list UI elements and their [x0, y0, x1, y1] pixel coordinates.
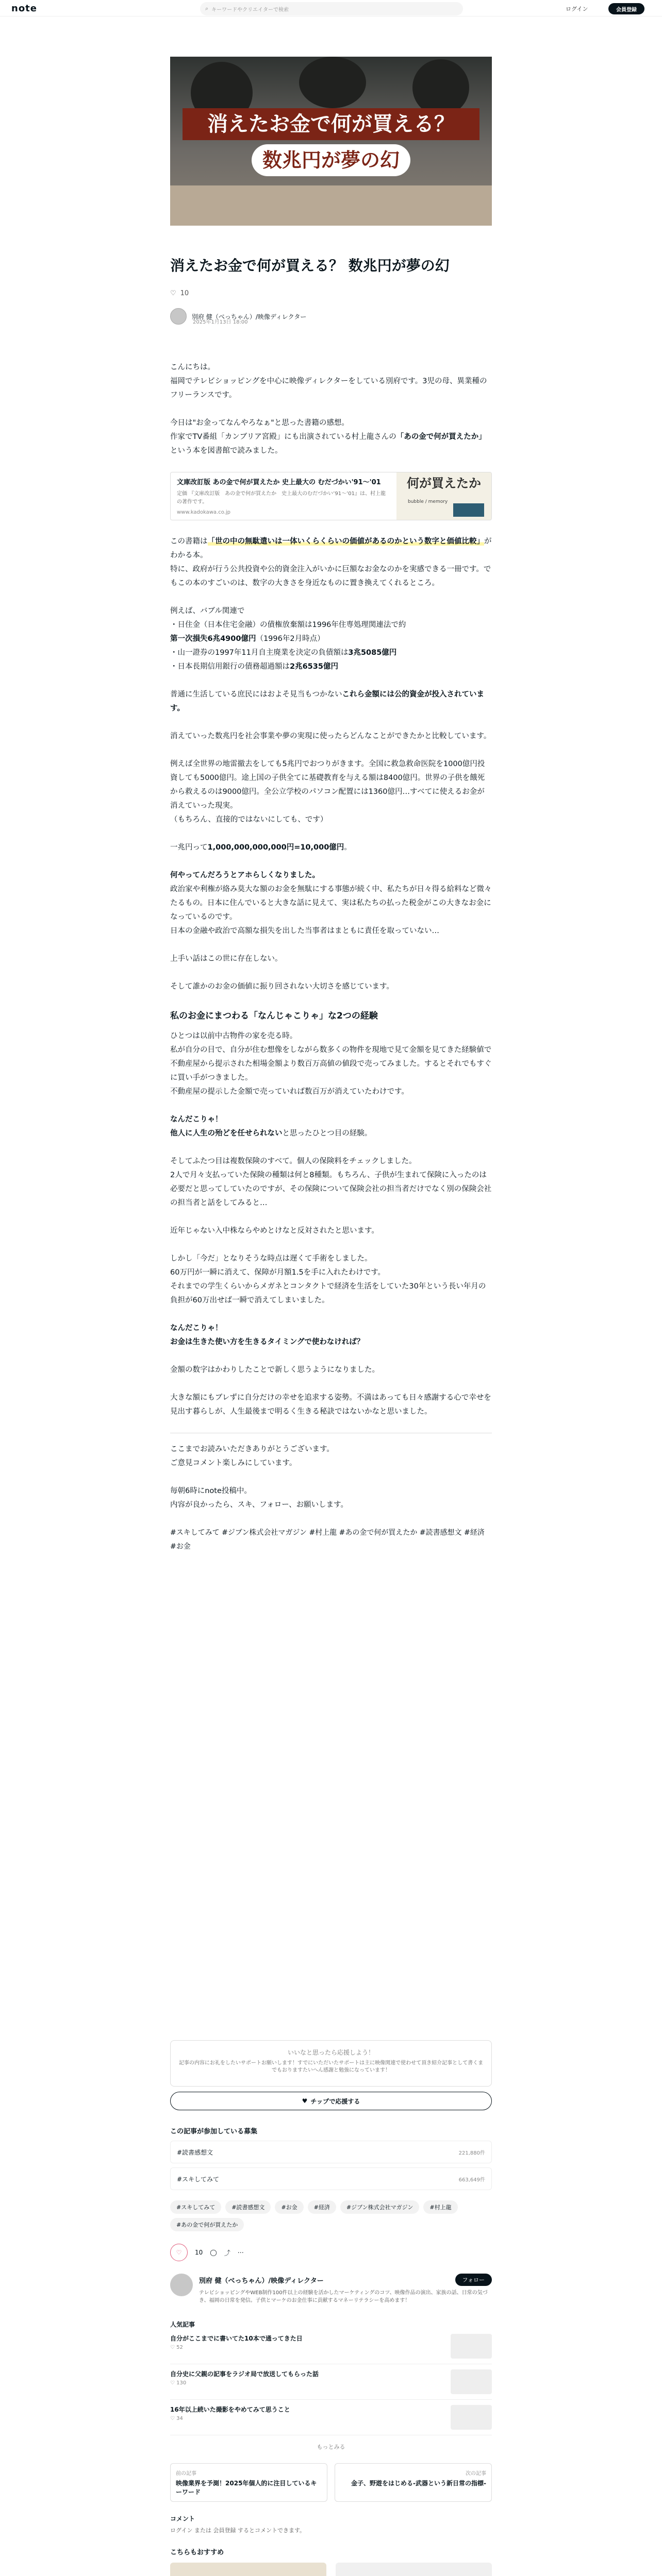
profile-avatar[interactable] — [170, 2274, 193, 2296]
body-text: こんにちは。 — [170, 363, 215, 371]
recommend-grid — [170, 2563, 492, 2576]
popular-list — [170, 2329, 492, 2435]
prev-article-link[interactable] — [170, 2463, 327, 2502]
search-placeholder: キーワードやクリエイターで検索 — [211, 7, 289, 13]
body-text: しかし「今だ」となりそうな時点は遅くて手術をしました。 — [170, 1255, 372, 1263]
hashtag-line[interactable]: #スキしてみて #ジブン株式会社マガジン #村上龍 #あの金で何が買えたか #読書感想文 #経済 #お金 — [170, 1529, 485, 1551]
recommend-thumbnail — [170, 2563, 326, 2576]
avatar[interactable] — [170, 308, 187, 325]
body-text: 今日は"お金ってなんやろなぁ"と思った書籍の感想。 — [170, 419, 349, 427]
body-text: 一兆円って — [170, 843, 208, 852]
bullet-item: ・日住金（日本住宅金融）の債権放棄額は1996年住専処理関連法で約 — [170, 621, 406, 629]
body-text: 。 — [344, 843, 352, 852]
next-article-link[interactable] — [335, 2463, 492, 2502]
body-text: 福岡でテレビショッピングを中心に映像ディレクターをしている別府です。3児の母、異業種のフリーランスです。 — [170, 377, 487, 399]
popular-item[interactable]: 自分がここまでに書いてた10本で通ってきた日 ♡ 52 — [170, 2329, 492, 2364]
tag-chip[interactable]: #あの金で何が買えたか — [170, 2218, 244, 2231]
comment-heading: コメント — [170, 2515, 195, 2522]
bullet-note: （1996年2月時点） — [256, 635, 325, 643]
body-text: ひとつは以前中古物件の家を売る時。 — [170, 1032, 297, 1040]
search-icon: ⌕ — [205, 5, 209, 12]
popular-item-likes: 52 — [176, 2345, 183, 2350]
body-text: 大きな額にもブレずに自分だけの幸せを追求する姿勢。不満はあっても日々感謝する心で幸せを見出す暮らしが、人生最後まで明るく生きる秘訣ではないかなと思いました。 — [170, 1394, 491, 1416]
body-text: 内容が良かったら、スキ、フォロー、お願いします。 — [170, 1501, 348, 1509]
magazine-list — [170, 2141, 492, 2190]
body-text: 近年じゃない入中株ならやめとけなと反対されたと思います。 — [170, 1227, 379, 1235]
top-nav — [0, 0, 662, 16]
hero-desk — [170, 185, 492, 226]
body-text: ご意見コメント楽しみにしています。 — [170, 1459, 297, 1467]
hero-person-silhouette — [412, 59, 469, 116]
tag-chip[interactable]: #経済 — [308, 2200, 336, 2214]
next-label: 次の記事 — [466, 2471, 486, 2477]
tip-button-label: チップで応援する — [310, 2097, 360, 2105]
like-count: 10 — [180, 290, 189, 297]
like-heart-icon[interactable]: ♡ — [170, 2244, 188, 2261]
popular-item-title: 16年以上続いた撮影をやめてみて思うこと — [170, 2406, 290, 2413]
article-footer — [170, 2040, 492, 2576]
magazine-item[interactable] — [170, 2167, 492, 2190]
article-title: 消えたお金で何が買える？ 数兆円が夢の幻 — [170, 257, 450, 274]
magazine-count: 663,649件 — [458, 2177, 485, 2183]
popular-heading: 人気記事 — [170, 2321, 195, 2328]
more-link[interactable]: もっとみる — [317, 2444, 345, 2450]
next-title: 金子、野遊をはじめる-武器という新日常の指標- — [351, 2480, 486, 2487]
popular-item[interactable]: 自分史に父親の記事をラジオ局で放送してもらった話 ♡ 130 — [170, 2364, 492, 2400]
popular-item-title: 自分がここまでに書いてた10本で通ってきた日 — [170, 2335, 303, 2342]
body-text: がわかる本。 — [170, 537, 492, 560]
book-cover-thumbnail — [396, 472, 491, 520]
link-card-url: www.kadokawa.co.jp — [177, 510, 230, 515]
embedded-link-card[interactable] — [170, 472, 492, 520]
body-text: という本を図書館で読みました。 — [170, 447, 283, 455]
more-icon[interactable]: ⋯ — [237, 2249, 244, 2256]
support-box — [170, 2040, 492, 2087]
magazine-item[interactable] — [170, 2141, 492, 2163]
author-name[interactable]: 別府 健（べっちゃん）/映像ディレクター — [192, 313, 307, 320]
note-logo[interactable]: note — [11, 3, 37, 14]
body-emphasis: 1,000,000,000,000円=10,000億円 — [207, 843, 344, 852]
tag-chip[interactable]: #ジブン株式会社マガジン — [340, 2200, 420, 2214]
bullet-item: ・山一證券の1997年11月自主廃業を決定の負債額は — [170, 649, 349, 657]
book-cover-title: 何が買えたか — [407, 476, 481, 490]
popular-item[interactable]: 16年以上続いた撮影をやめてみて思うこと ♡ 34 — [170, 2400, 492, 2435]
hero-image — [170, 57, 492, 226]
link-card-description: 定価 『文庫改訂版 あの金で何が買えたか 史上最大のむだづかい’91〜’01』は、村上龍の著作です。 — [177, 491, 386, 505]
body-text: 2人で月々支払っていた保険の種類は何と8種類。もちろん、子供が生まれて保険に入ったのは必要だと思ってしていたのですが、その保険について保険会社の担当者だけでなく別の保険会社の担当者と話をしてみると… — [170, 1171, 492, 1207]
recommend-heading: こちらもおすすめ — [170, 2549, 224, 2556]
heart-icon: ♡ — [170, 290, 176, 297]
popular-item-thumbnail — [451, 2334, 492, 2359]
tip-button[interactable] — [170, 2092, 492, 2110]
body-text: 普通に生活している庶民にはおよそ見当もつかない — [170, 690, 342, 699]
bullet-emphasis: 3兆5085億円 — [348, 649, 397, 657]
profile-name[interactable]: 別府 健（べっちゃん）/映像ディレクター — [199, 2277, 324, 2285]
popular-item-likes: 130 — [176, 2380, 187, 2386]
bullet-emphasis: 2兆6535億円 — [290, 663, 338, 671]
body-emphasis: なんだこりゃ！ — [170, 1324, 223, 1332]
hero-headline: 消えたお金で何が買える？ — [183, 108, 479, 140]
book-cover-band — [453, 503, 484, 517]
book-title-inline: 「あの金で何が買えたか」 — [396, 433, 486, 441]
prev-label: 前の記事 — [176, 2471, 196, 2477]
hero-subheadline: 数兆円が夢の幻 — [252, 144, 410, 176]
profile-bio: テレビショッピングやWEB制作100件以上の経験を活かしたマーケティングのコツ、映像作品の演出、家族の話、日常の気づき、福岡の日常を発信。子供とマーケのお金仕事に貢献するマネーリテラシーを高めます！ — [199, 2290, 488, 2303]
section-heading: 私のお金にまつわる「なんじゃこりゃ」な2つの経験 — [170, 1011, 378, 1021]
profile-card — [170, 2274, 492, 2304]
login-link[interactable]: ログイン — [566, 6, 588, 12]
popular-item-thumbnail — [451, 2405, 492, 2430]
body-text: 政治家や利権が絡み莫大な額のお金を無駄にする事態が続く中、私たちが日々得る給料など微々たるもの。日本に住んでいると大きな話に見えて、実は私たちの払った税金がこの大きなお金になっているのです。 — [170, 885, 492, 921]
magazine-name: #スキしてみて — [177, 2175, 220, 2183]
body-text: 消えていった数兆円を社会事業や夢の実現に使ったらどんなことができたかと比較しています。 — [170, 732, 491, 740]
body-text: 金額の数字はかわりしたことで新しく思うようになりました。 — [170, 1366, 379, 1374]
body-text: 不動産屋の提示した金額で売っていれば数百万が消えていたわけです。 — [170, 1088, 409, 1096]
magazine-count: 221,880件 — [458, 2150, 485, 2156]
body-emphasis: なんだこりゃ！ — [170, 1115, 223, 1124]
body-text: と思ったひとつ目の経験。 — [282, 1129, 372, 1138]
body-text: 作家でTV番組「カンブリア宮殿」にも出演されている村上龍さんの — [170, 433, 396, 441]
body-text: ここまでお読みいただきありがとうございます。 — [170, 1445, 334, 1453]
support-prompt: いいなと思ったら応援しよう！ — [287, 2049, 374, 2056]
action-bar — [170, 2244, 492, 2261]
body-text: それまでの学生くらいからメガネとコンタクトで経済を生活をしていた30年という長い年月の負担が60万出せば一瞬で消えてしまいました。 — [170, 1282, 486, 1304]
tag-chip[interactable]: #読書感想文 — [225, 2200, 271, 2214]
body-text: 上手い話はこの世に存在しない。 — [170, 955, 283, 963]
prev-title: 映像業界を予測！2025年個人的に注目しているキーワード — [176, 2480, 317, 2496]
body-text: 例えば全世界の地雷撤去をしても5兆円でおつりがきます。全国に救急救命医院を1000億円投資しても5000億円。途上国の子供全てに基礎教育を与える額は8400億円。世界の子供を餓死から救えるのは9000億円。全公立学校のパソコン配置には1360億円…すべてに使えるお金が消えていった現実。 — [170, 760, 485, 810]
magazines-heading: この記事が参加している募集 — [170, 2128, 258, 2136]
body-emphasis: これら金額には公的資金が投入されています。 — [170, 690, 484, 713]
magazine-name: #読書感想文 — [177, 2148, 213, 2156]
tag-chip[interactable]: #村上龍 — [423, 2200, 457, 2214]
tag-list — [170, 2200, 492, 2231]
author-row[interactable] — [170, 308, 306, 325]
support-description: 記事の内容にお礼をしたいサポートお願いします！すでにいただいたサポートは主に映像関連で使わせて頂き紹介記事として書くまでもおりますたいへん感謝と勉強になっています！ — [178, 2060, 484, 2073]
comment-icon[interactable]: ◯ — [210, 2249, 217, 2256]
bullet-emphasis: 第一次損失6兆4900億円 — [170, 635, 256, 643]
share-icon[interactable]: ⤴ — [224, 2249, 230, 2257]
highlight-text: 「世の中の無駄遣いは一体いくらくらいの価値があるのかという数字と価値比較」 — [207, 537, 484, 546]
like-summary[interactable] — [170, 290, 189, 297]
tip-icon: ♥ — [302, 2097, 308, 2105]
body-emphasis: 他人に人生の殆どを任せられない — [170, 1129, 283, 1138]
body-emphasis: お金は生きた使い方を生きるタイミングで使わなければ？ — [170, 1338, 365, 1346]
body-text: 日本の金融や政治で高額な損失を出した当事者はまともに責任を取っていない… — [170, 927, 439, 935]
body-text: 60万円が一瞬に消えて、保障が月額1.5を手に入れたわけです。 — [170, 1268, 386, 1277]
body-text: 私が自分の目で、自分が住む想像をしながら数多くの物件を現地で見て金額を見てきた経験値で不動産屋から提示された相場金額より数百万高値の値段で売ってみました。するとそれでもすぐに買い手がつきました。 — [170, 1046, 492, 1082]
body-text: 毎朝6時にnote投稿中。 — [170, 1487, 252, 1495]
comment-login-prompt[interactable]: ログイン または 会員登録 するとコメントできます。 — [170, 2527, 306, 2534]
body-text: この書籍は — [170, 537, 208, 546]
body-text: 特に、政府が行う公共投資や公的資金注入がいかに巨額なお金なのかを実感できる一冊です。でもこの本のすごいのは、数字の大きさを身近なものに置き換えてくれるところ。 — [170, 565, 491, 587]
article-body — [170, 361, 492, 1568]
hero-person-silhouette — [299, 57, 366, 108]
tag-chip[interactable]: #スキしてみて — [170, 2200, 221, 2214]
bullet-item: ・日本長期信用銀行の債務超過額は — [170, 663, 290, 671]
body-emphasis: 何やってんだろうとアホらしくなりました。 — [170, 871, 320, 879]
link-card-title: 文庫改訂版 あの金で何が買えたか 史上最大の むだづかい'91～'01 — [177, 479, 381, 486]
recommend-card[interactable] — [170, 2563, 326, 2576]
recommend-card[interactable] — [336, 2563, 492, 2576]
register-button[interactable]: 会員登録 — [608, 3, 644, 14]
body-text: （もちろん、直接的ではないにしても、です） — [170, 816, 328, 824]
search-input[interactable] — [200, 2, 463, 15]
like-count: 10 — [195, 2249, 203, 2256]
popular-item-title: 自分史に父親の記事をラジオ局で放送してもらった話 — [170, 2370, 319, 2378]
tag-chip[interactable]: #お金 — [275, 2200, 303, 2214]
body-text: そしてふたつ目は複数保険のすべて。個人の保険料をチェックしました。 — [170, 1157, 417, 1165]
prev-next-nav — [170, 2463, 492, 2502]
popular-item-likes: 34 — [176, 2416, 183, 2421]
body-text: そして誰かのお金の価値に振り回されない大切さを感じています。 — [170, 982, 394, 991]
body-text: 例えば、バブル関連で — [170, 607, 245, 615]
popular-item-thumbnail — [451, 2369, 492, 2394]
publish-date: 2025年1月13日 18:00 — [193, 319, 248, 325]
recommend-thumbnail — [336, 2563, 492, 2576]
book-cover-subtitle: bubble / memory — [408, 499, 448, 504]
follow-button[interactable]: フォロー — [455, 2274, 492, 2286]
